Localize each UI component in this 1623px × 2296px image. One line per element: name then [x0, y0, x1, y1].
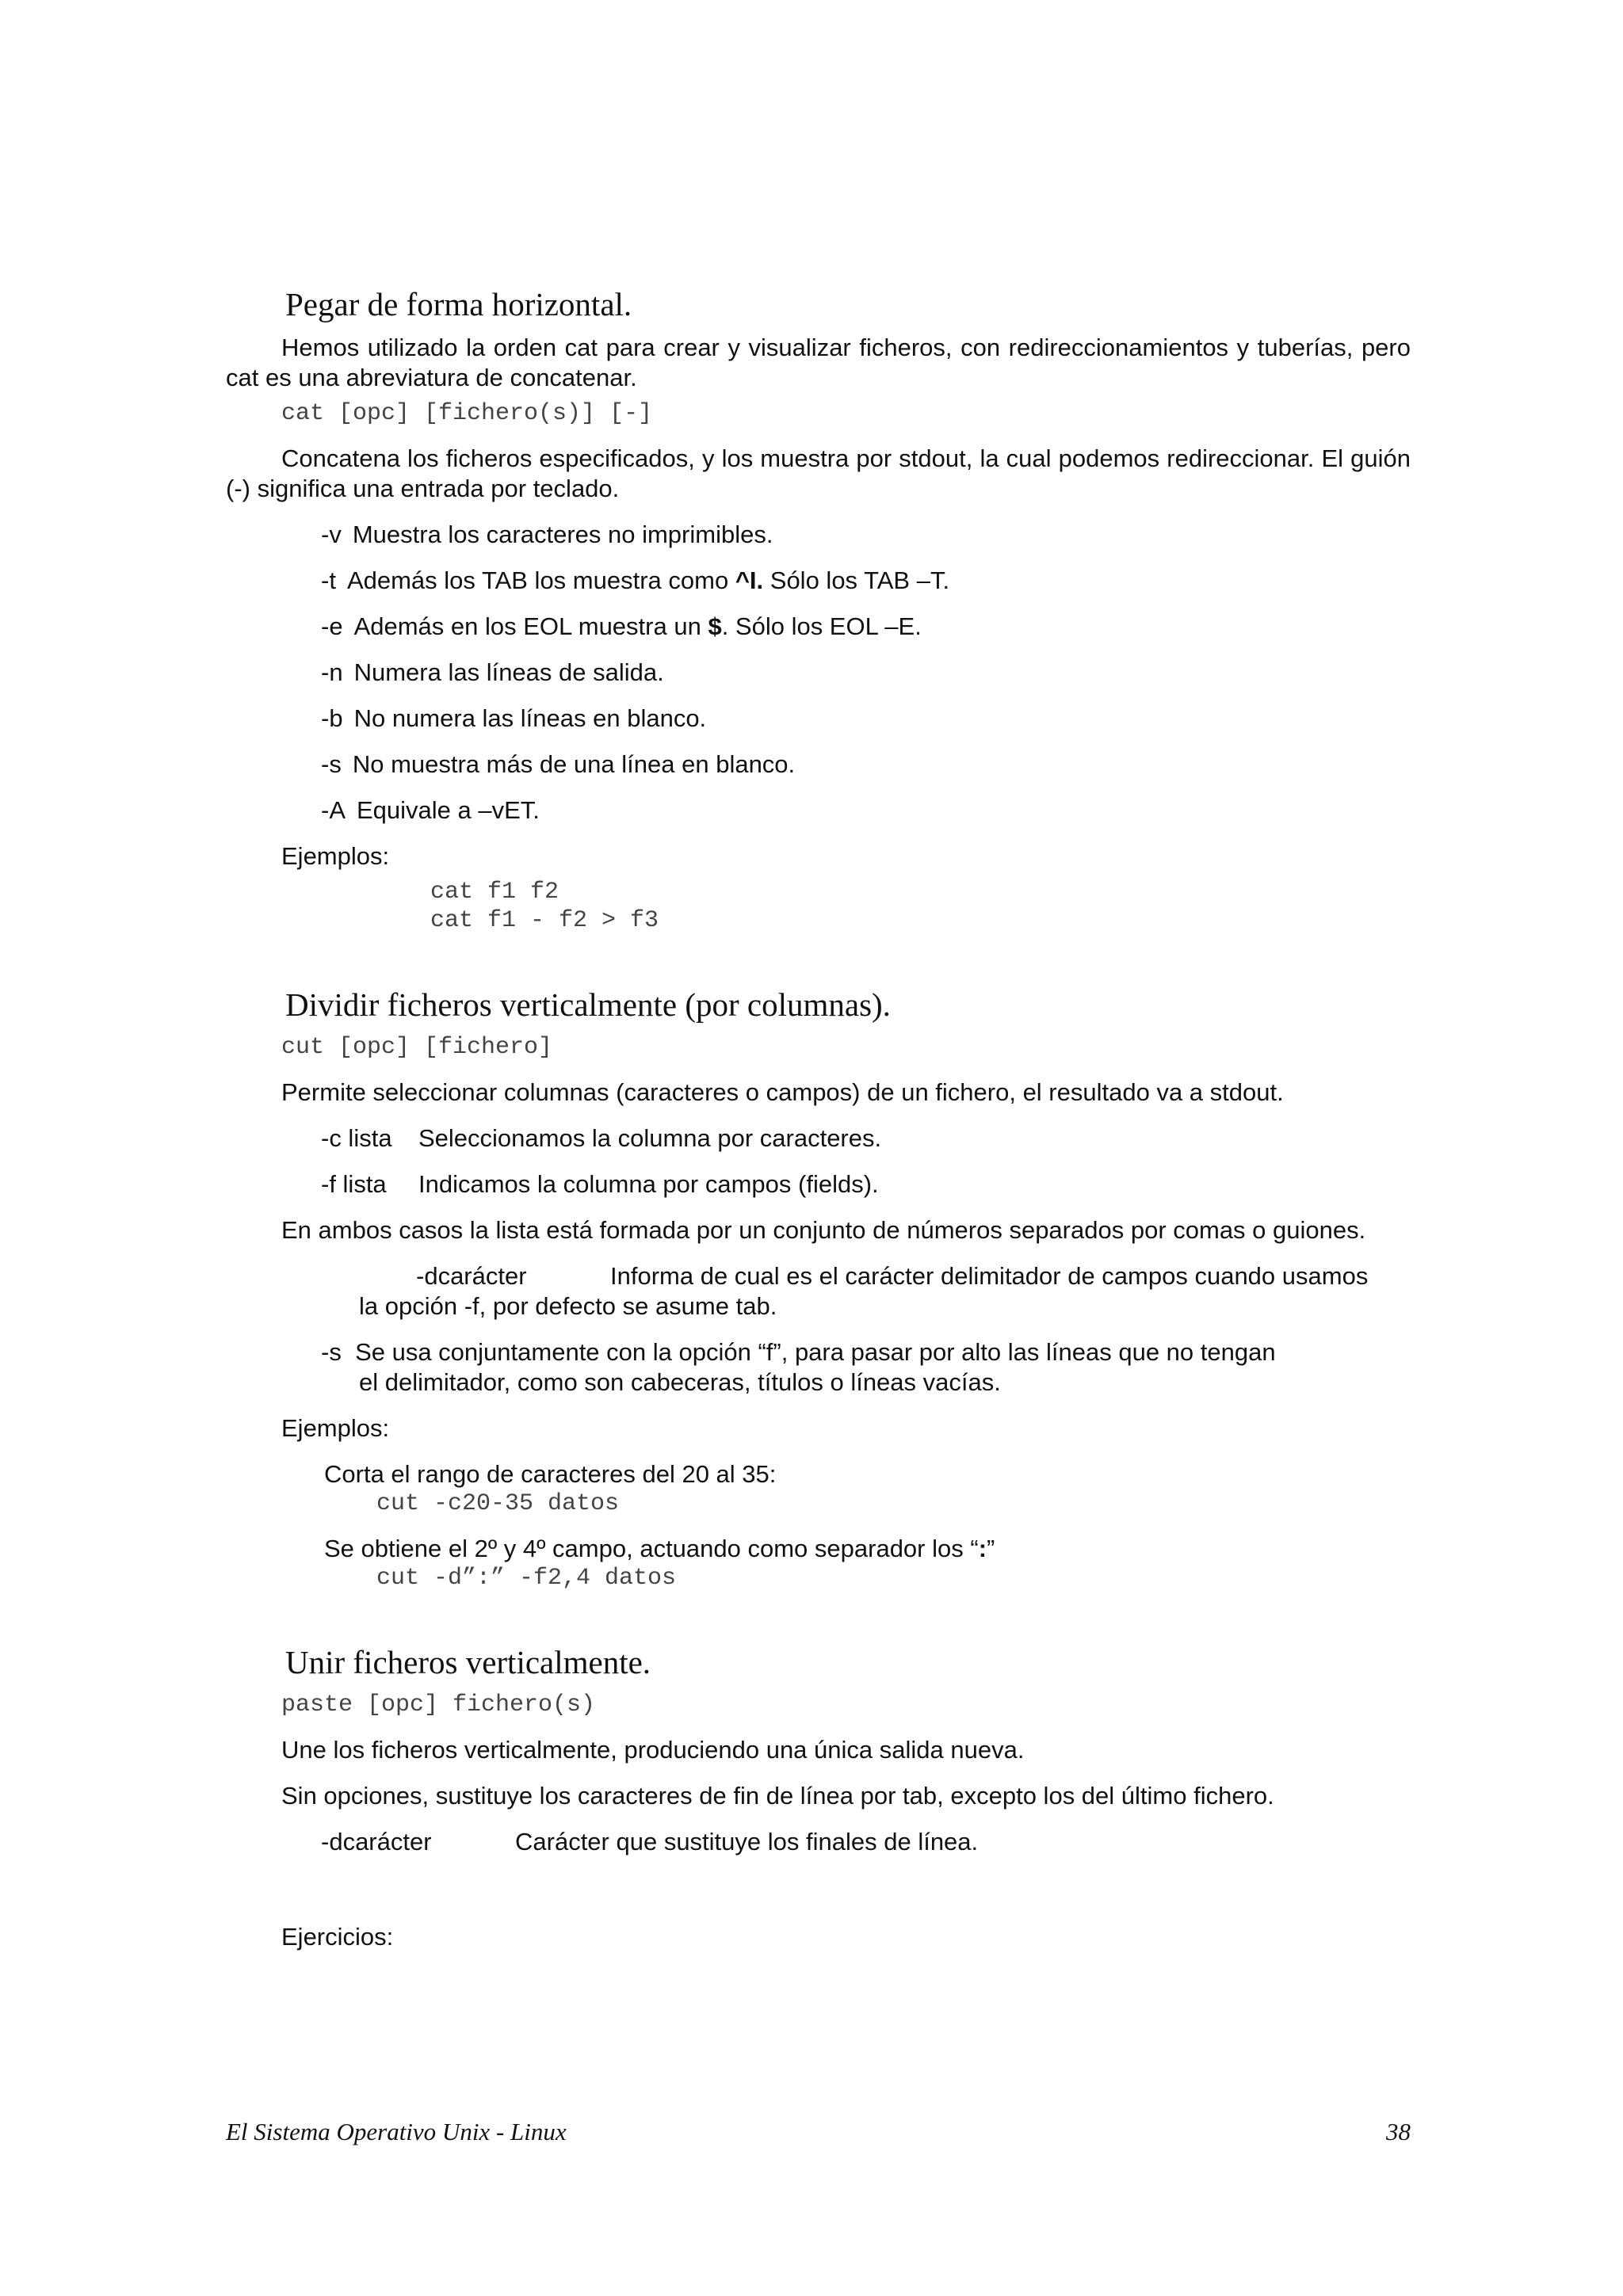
cat-examples-label: Ejemplos: [281, 842, 390, 870]
paste-description-2: Sin opciones, sustituye los caracteres de fin de línea por tab, excepto los del último fichero. [281, 1782, 1274, 1810]
cut-option-f: -f lista Indicamos la columna por campos (fields). [321, 1170, 879, 1198]
cat-description: Concatena los ficheros especificados, y los muestra por stdout, la cual podemos redireccionar. El guión (-) significa una entrada por teclado. [226, 444, 1411, 502]
cat-syntax: cat [opc] [fichero(s)] [-] [281, 400, 653, 427]
cat-example-2: cat f1 - f2 > f3 [430, 907, 659, 934]
cut-option-s: -s Se usa conjuntamente con la opción “f”, para pasar por alto las líneas que no tengan el delimitador, como son cabeceras, títulos o líneas vacías. [321, 1338, 1276, 1396]
cut-note: En ambos casos la lista está formada por un conjunto de números separados por comas o guiones. [281, 1216, 1366, 1244]
cut-example-2-code: cut -d”:” -f2,4 datos [376, 1565, 677, 1592]
cat-option-s: -s No muestra más de una línea en blanco. [321, 750, 796, 778]
cut-example-2-label: Se obtiene el 2º y 4º campo, actuando como separador los “:” [324, 1535, 995, 1562]
cat-option-A: -A Equivale a –vET. [321, 796, 540, 824]
cat-option-b: -b No numera las líneas en blanco. [321, 704, 707, 732]
cat-option-n: -n Numera las líneas de salida. [321, 658, 664, 686]
cut-examples-label: Ejemplos: [281, 1414, 390, 1442]
cut-example-1-code: cut -c20-35 datos [376, 1490, 620, 1517]
page-content [226, 285, 1411, 1952]
footer-title: El Sistema Operativo Unix - Linux [226, 2118, 567, 2145]
cut-description: Permite seleccionar columnas (caracteres o campos) de un fichero, el resultado va a stdout. [281, 1078, 1284, 1106]
cat-example-1: cat f1 f2 [430, 879, 559, 906]
section-title-paste: Unir ficheros verticalmente. [285, 1644, 651, 1680]
cat-option-v: -v Muestra los caracteres no imprimibles. [321, 521, 773, 548]
page-number: 38 [1386, 2118, 1411, 2145]
exercises-label: Ejercicios: [281, 1923, 394, 1951]
cut-option-c: -c lista Seleccionamos la columna por caracteres. [321, 1124, 882, 1152]
section-title-cat: Pegar de forma horizontal. [285, 286, 632, 322]
cut-option-d: -dcarácter Informa de cual es el carácter delimitador de campos cuando usamos la opción -f, por defecto se asume tab. [359, 1262, 1369, 1320]
paste-option-d: -dcarácter Carácter que sustituye los finales de línea. [321, 1828, 979, 1855]
paste-syntax: paste [opc] fichero(s) [281, 1691, 596, 1718]
cat-option-e: -e Además en los EOL muestra un $. Sólo los EOL –E. [321, 612, 922, 640]
cat-option-t: -t Además los TAB los muestra como ^I. Sólo los TAB –T. [321, 566, 950, 594]
cut-example-1-label: Corta el rango de caracteres del 20 al 35: [324, 1460, 777, 1488]
cut-syntax: cut [opc] [fichero] [281, 1034, 553, 1061]
section-title-cut: Dividir ficheros verticalmente (por columnas). [285, 986, 891, 1023]
page-footer [226, 2117, 1411, 2147]
paste-description-1: Une los ficheros verticalmente, produciendo una única salida nueva. [281, 1736, 1025, 1764]
cat-intro: Hemos utilizado la orden cat para crear y visualizar ficheros, con redireccionamientos y tuberías, pero cat es una abreviatura de concatenar. [226, 334, 1411, 391]
